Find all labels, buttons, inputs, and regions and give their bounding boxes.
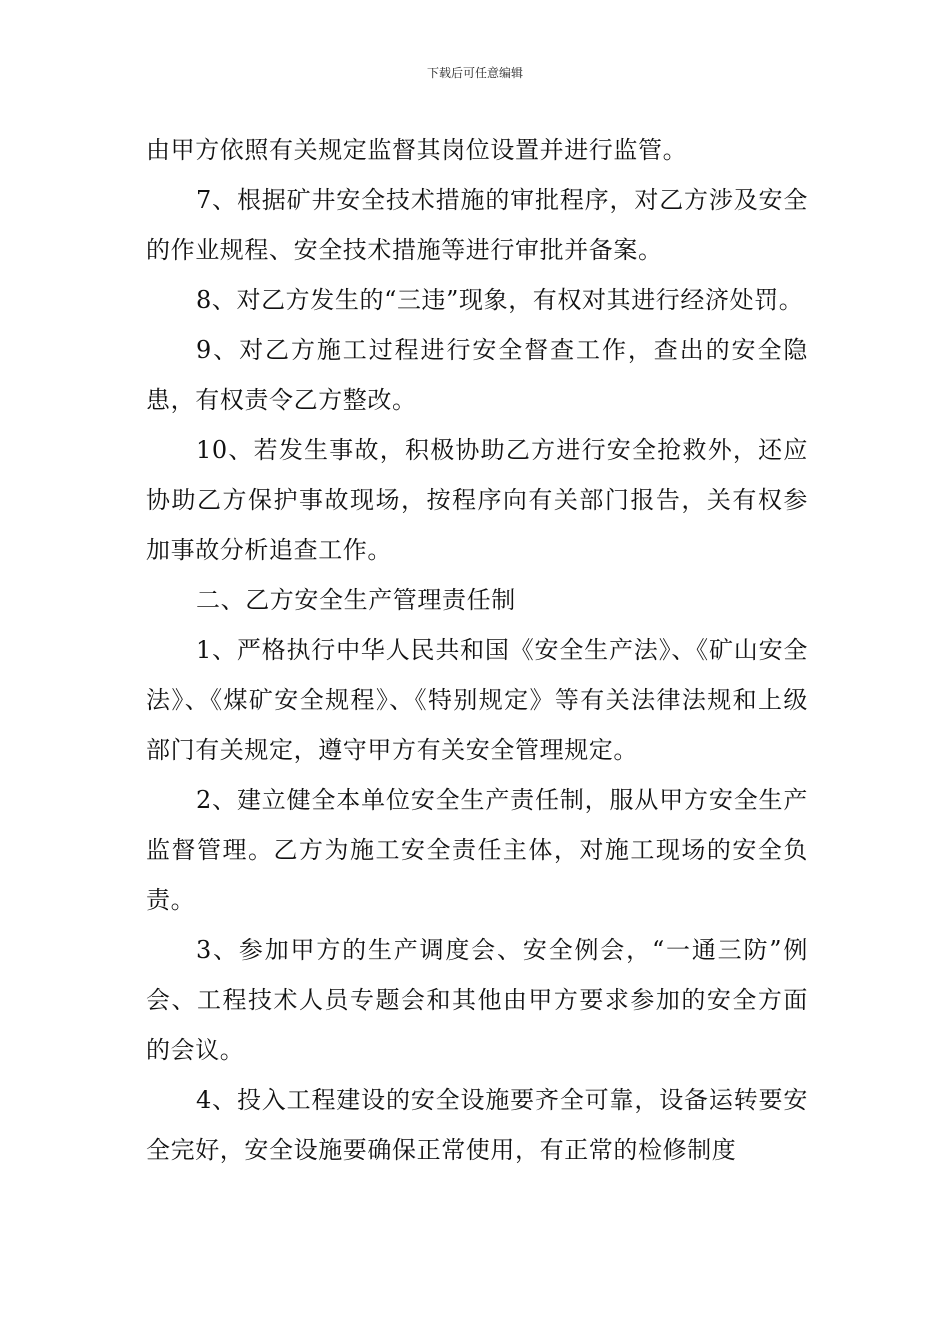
paragraph-10: 4、投入工程建设的安全设施要齐全可靠，设备运转要安全完好，安全设施要确保正常使用，有正常的检修制度	[146, 1086, 808, 1164]
paragraph-3: 8、对乙方发生的“三违”现象，有权对其进行经济处罚。	[196, 286, 804, 314]
paragraph-1: 由甲方依照有关规定监督其岗位设置并进行监管。	[146, 136, 688, 164]
page-header-note: 下载后可任意编辑	[426, 66, 523, 80]
section-heading: 二、乙方安全生产管理责任制	[196, 586, 516, 614]
paragraph-7: 1、严格执行中华人民共和国《安全生产法》、《矿山安全法》、《煤矿安全规程》、《特别规定》等有关法律法规和上级部门有关规定，遵守甲方有关安全管理规定。	[146, 636, 808, 764]
paragraph-5: 10、若发生事故，积极协助乙方进行安全抢救外，还应协助乙方保护事故现场，按程序向有关部门报告，关有权参加事故分析追查工作。	[146, 436, 808, 564]
paragraph-4: 9、对乙方施工过程进行安全督查工作，查出的安全隐患，有权责令乙方整改。	[146, 336, 808, 414]
paragraph-9: 3、参加甲方的生产调度会、安全例会，“一通三防”例会、工程技术人员专题会和其他由甲方要求参加的安全方面的会议。	[146, 936, 808, 1064]
paragraph-2: 7、根据矿井安全技术措施的审批程序，对乙方涉及安全的作业规程、安全技术措施等进行审批并备案。	[146, 186, 808, 264]
document-body	[146, 125, 808, 1175]
paragraph-8: 2、建立健全本单位安全生产责任制，服从甲方安全生产监督管理。乙方为施工安全责任主体，对施工现场的安全负责。	[146, 786, 808, 914]
